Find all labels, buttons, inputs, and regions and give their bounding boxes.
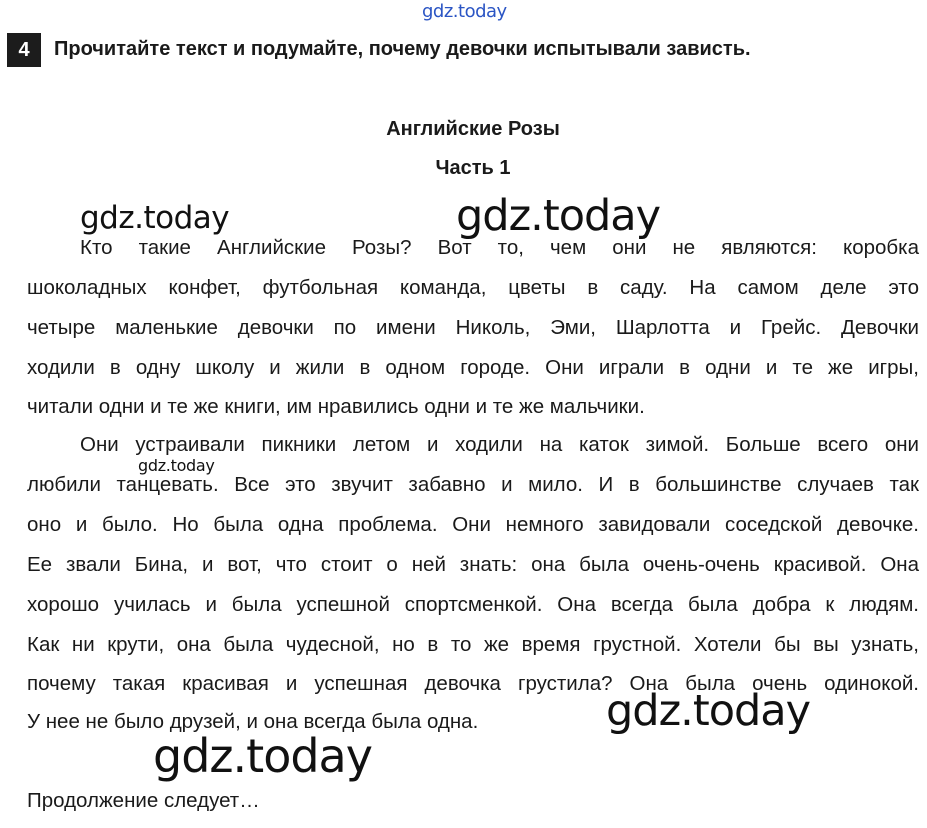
watermark-small: gdz.today — [138, 456, 215, 475]
story-subtitle: Часть 1 — [435, 157, 511, 179]
story-line: Как ни крути, она была чудесной, но в то же время грустной. Хотели бы вы узнать, — [27, 633, 919, 656]
story-line: оно и было. Но была одна проблема. Они немного завидовали соседской девочке. — [27, 513, 919, 536]
task-number-badge: 4 — [7, 33, 41, 67]
watermark-b: gdz.today — [456, 191, 661, 241]
story-line: хорошо училась и была успешной спортсменкой. Она всегда была добра к людям. — [27, 593, 919, 616]
story-continuation: Продолжение следует… — [27, 789, 260, 812]
story-line: Кто такие Английские Розы? Вот то, чем они не являются: коробка — [80, 236, 919, 259]
task-instruction: Прочитайте текст и подумайте, почему девочки испытывали зависть. — [54, 38, 751, 60]
story-line: У нее не было друзей, и она всегда была одна. — [27, 710, 479, 733]
watermark-top: gdz.today — [422, 1, 507, 22]
story-title: Английские Розы — [386, 118, 560, 140]
story-line: любили танцевать. Все это звучит забавно и мило. И в большинстве случаев так — [27, 473, 919, 496]
watermark-a: gdz.today — [80, 200, 230, 236]
watermark-c: gdz.today — [606, 686, 811, 736]
story-line: шоколадных конфет, футбольная команда, цветы в саду. На самом деле это — [27, 276, 919, 299]
story-line: читали одни и те же книги, им нравились одни и те же мальчики. — [27, 395, 645, 418]
story-line: Ее звали Бина, и вот, что стоит о ней знать: она была очень-очень красивой. Она — [27, 553, 919, 576]
story-line: почему такая красивая и успешная девочка грустила? Она была очень одинокой. — [27, 672, 919, 695]
story-line: Они устраивали пикники летом и ходили на каток зимой. Больше всего они — [80, 433, 919, 456]
story-line: четыре маленькие девочки по имени Николь, Эми, Шарлотта и Грейс. Девочки — [27, 316, 919, 339]
story-line: ходили в одну школу и жили в одном городе. Они играли в одни и те же игры, — [27, 356, 919, 379]
watermark-d: gdz.today — [153, 729, 372, 783]
